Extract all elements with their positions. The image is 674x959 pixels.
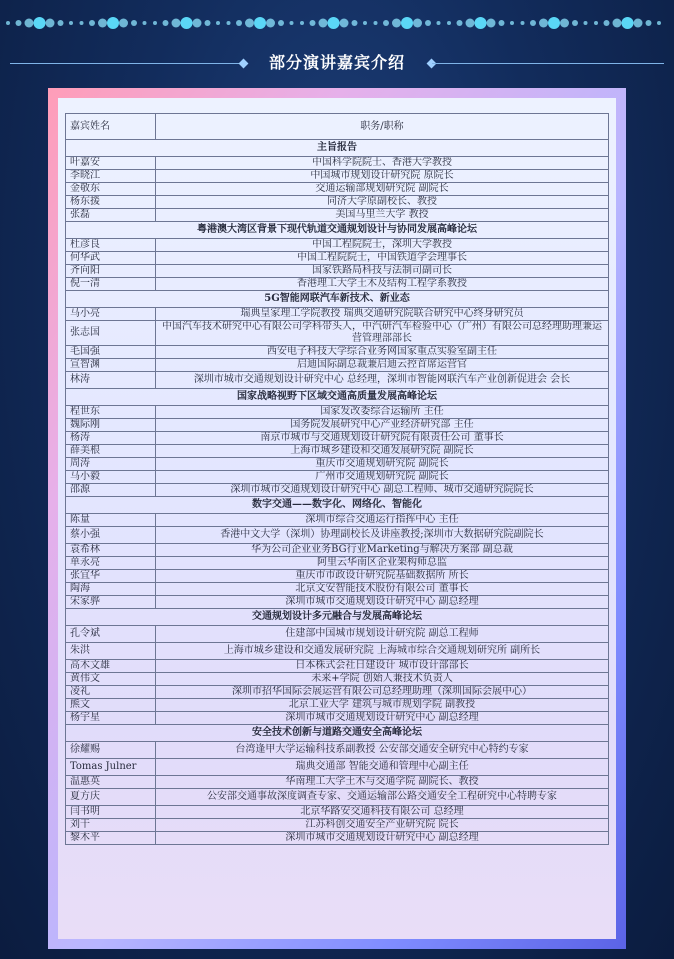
guest-name: 邵源	[66, 484, 156, 497]
content-frame	[48, 88, 626, 949]
guest-name: 张磊	[66, 209, 156, 222]
section-row	[66, 497, 609, 514]
decorative-dot	[499, 20, 505, 26]
guest-name: 林涛	[66, 372, 156, 389]
guest-name: 马小亮	[66, 308, 156, 321]
table-row	[66, 209, 609, 222]
decorative-dot	[530, 20, 536, 26]
decorative-dot	[363, 21, 367, 25]
decorative-dot	[437, 21, 441, 25]
guest-name: 高木文雄	[66, 660, 156, 673]
guest-name: 李晓江	[66, 170, 156, 183]
guest-name: 孔令斌	[66, 626, 156, 643]
table-row	[66, 583, 609, 596]
guest-role: 中国城市规划设计研究院 原院长	[156, 170, 609, 183]
decorative-dot-row	[0, 10, 674, 40]
guest-role: 江苏科创交通安全产业研究院 院长	[156, 819, 609, 832]
guest-name: 周涛	[66, 458, 156, 471]
table-row	[66, 557, 609, 570]
guest-name: 薛美根	[66, 445, 156, 458]
guest-name: 蔡小强	[66, 527, 156, 544]
table-row	[66, 346, 609, 359]
decorative-dot	[266, 19, 275, 28]
table-row	[66, 596, 609, 609]
table-row	[66, 544, 609, 557]
section-row	[66, 725, 609, 742]
decorative-dot	[374, 21, 378, 25]
guest-role: 美国马里兰大学 教授	[156, 209, 609, 222]
guest-name: 黎木平	[66, 832, 156, 845]
table-row	[66, 626, 609, 643]
table-row	[66, 484, 609, 497]
guest-name: 杨东援	[66, 196, 156, 209]
decorative-dot	[584, 21, 588, 25]
section-row	[66, 222, 609, 239]
guest-role: 瑞典交通部 智能交通和管理中心副主任	[156, 759, 609, 776]
header-divider-right	[432, 63, 664, 64]
guest-role: 上海市城乡建设和交通发展研究院 上海城市综合交通规划研究所 副所长	[156, 643, 609, 660]
decorative-dot	[340, 19, 349, 28]
table-row	[66, 183, 609, 196]
table-row	[66, 789, 609, 806]
guest-name: 杨宇星	[66, 712, 156, 725]
guest-role: 香港中文大学（深圳）协理副校长及讲座教授;深圳市大数据研究院副院长	[156, 527, 609, 544]
decorative-dot	[205, 20, 211, 26]
section-row	[66, 609, 609, 626]
decorative-dot	[425, 20, 431, 26]
table-row	[66, 432, 609, 445]
table-row	[66, 458, 609, 471]
table-row	[66, 265, 609, 278]
guest-role: 北京文安智能技术股份有限公司 董事长	[156, 583, 609, 596]
guest-role: 重庆市交通规划研究院 副院长	[156, 458, 609, 471]
guest-role: 国家铁路局科技与法制司副司长	[156, 265, 609, 278]
guest-role: 香港理工大学土木及结构工程学系教授	[156, 278, 609, 291]
table-row	[66, 527, 609, 544]
decorative-dot	[236, 20, 242, 26]
section-title: 5G智能网联汽车新技术、新业态	[66, 291, 609, 308]
guest-name: 熊文	[66, 699, 156, 712]
decorative-dot	[254, 17, 266, 29]
guest-name: 杨涛	[66, 432, 156, 445]
table-header-row	[66, 114, 609, 140]
decorative-dot	[193, 19, 202, 28]
guest-role: 深圳市城市交通规划设计研究中心 副总经理	[156, 832, 609, 845]
column-header-role: 职务/职称	[156, 114, 609, 140]
decorative-dot	[172, 19, 181, 28]
guest-name: 陈量	[66, 514, 156, 527]
guest-name: 闫书明	[66, 806, 156, 819]
column-header-name: 嘉宾姓名	[66, 114, 156, 140]
table-row	[66, 359, 609, 372]
table-row	[66, 660, 609, 673]
decorative-dot	[634, 19, 643, 28]
guest-role: 深圳市城市交通规划设计研究中心 副总经理	[156, 712, 609, 725]
decorative-dot	[107, 17, 119, 29]
guest-role: 北京工业大学 建筑与城市规划学院 副教授	[156, 699, 609, 712]
guest-name: 陶海	[66, 583, 156, 596]
guest-name: Tomas Julner	[66, 759, 156, 776]
decorative-dot	[143, 21, 147, 25]
decorative-dot	[58, 20, 64, 26]
guest-name: 朱洪	[66, 643, 156, 660]
guest-name: 叶嘉安	[66, 157, 156, 170]
table-row	[66, 406, 609, 419]
guest-role: 深圳市招华国际会展运营有限公司总经理助理（深圳国际会展中心）	[156, 686, 609, 699]
guest-role: 西安电子科技大学综合业务网国家重点实验室副主任	[156, 346, 609, 359]
decorative-dot	[383, 20, 389, 26]
guest-role: 中国汽车技术研究中心有限公司学科带头人，中汽研汽车检验中心（广州）有限公司总经理助理兼运营管理部部长	[156, 321, 609, 346]
table-row	[66, 419, 609, 432]
table-row	[66, 686, 609, 699]
section-row	[66, 140, 609, 157]
section-title: 主旨报告	[66, 140, 609, 157]
decorative-dot	[548, 17, 560, 29]
decorative-dot	[392, 19, 401, 28]
decorative-dot	[401, 17, 413, 29]
decorative-dot	[613, 19, 622, 28]
table-row	[66, 514, 609, 527]
decorative-dot	[80, 21, 84, 25]
table-row	[66, 196, 609, 209]
decorative-dot	[413, 19, 422, 28]
section-title: 数字交通——数字化、网络化、智能化	[66, 497, 609, 514]
guest-name: 魏际刚	[66, 419, 156, 432]
guest-name: 单永亮	[66, 557, 156, 570]
decorative-dot	[510, 21, 514, 25]
guest-role: 重庆市市政设计研究院基础数据所 所长	[156, 570, 609, 583]
table-row	[66, 278, 609, 291]
table-row	[66, 643, 609, 660]
decorative-dot	[278, 20, 284, 26]
section-title: 安全技术创新与道路交通安全高峰论坛	[66, 725, 609, 742]
guest-role: 未来+学院 创始人兼技术负责人	[156, 673, 609, 686]
decorative-dot	[560, 19, 569, 28]
guest-role: 瑞典皇家理工学院教授 瑞典交通研究院联合研究中心终身研究员	[156, 308, 609, 321]
guest-role: 公安部交通事故深度调查专家、交通运输部公路交通安全工程研究中心特聘专家	[156, 789, 609, 806]
decorative-dot	[657, 21, 661, 25]
decorative-dot	[98, 19, 107, 28]
guest-role: 上海市城乡建设和交通发展研究院 副院长	[156, 445, 609, 458]
table-row	[66, 570, 609, 583]
decorative-dot	[34, 17, 46, 29]
table-row	[66, 832, 609, 845]
decorative-dot	[69, 21, 73, 25]
guest-role: 中国工程院院士，深圳大学教授	[156, 239, 609, 252]
guest-role: 启迪国际副总裁兼启迪云控首席运营官	[156, 359, 609, 372]
guest-table-body	[66, 140, 609, 845]
guest-role: 阿里云华南区企业架构师总监	[156, 557, 609, 570]
table-row	[66, 712, 609, 725]
table-row	[66, 239, 609, 252]
table-row	[66, 471, 609, 484]
table-row	[66, 372, 609, 389]
guest-name: 杜彦良	[66, 239, 156, 252]
decorative-dot	[119, 19, 128, 28]
decorative-dot	[539, 19, 548, 28]
guest-name: 毛国强	[66, 346, 156, 359]
section-title: 国家战略视野下区域交通高质量发展高峰论坛	[66, 389, 609, 406]
guest-role: 交通运输部规划研究院 副院长	[156, 183, 609, 196]
guest-name: 温惠英	[66, 776, 156, 789]
guest-role: 深圳市城市交通规划设计研究中心 副总工程师、城市交通研究院院长	[156, 484, 609, 497]
decorative-dot	[89, 20, 95, 26]
decorative-dot	[300, 21, 304, 25]
table-row	[66, 673, 609, 686]
decorative-dot	[163, 20, 169, 26]
decorative-dot	[572, 20, 578, 26]
guest-name: 夏方庆	[66, 789, 156, 806]
decorative-dot	[319, 19, 328, 28]
table-row	[66, 819, 609, 832]
table-row	[66, 157, 609, 170]
table-row	[66, 776, 609, 789]
decorative-dot	[521, 21, 525, 25]
content-panel	[58, 98, 616, 939]
guest-role: 住建部中国城市规划设计研究院 副总工程师	[156, 626, 609, 643]
decorative-dot	[131, 20, 137, 26]
decorative-dot	[153, 21, 157, 25]
guest-name: 齐向阳	[66, 265, 156, 278]
guest-role: 深圳市城市交通规划设计研究中心 总经理，深圳市智能网联汽车产业创新促进会 会长	[156, 372, 609, 389]
guest-name: 程世东	[66, 406, 156, 419]
guest-role: 台湾逢甲大学运输科技系副教授 公安部交通安全研究中心特约专家	[156, 742, 609, 759]
decorative-dot	[245, 19, 254, 28]
section-title: 交通规划设计多元融合与发展高峰论坛	[66, 609, 609, 626]
table-row	[66, 252, 609, 265]
table-row	[66, 742, 609, 759]
guest-role: 国家发改委综合运输所 主任	[156, 406, 609, 419]
guest-role: 深圳市综合交通运行指挥中心 主任	[156, 514, 609, 527]
guest-name: 金敬东	[66, 183, 156, 196]
decorative-dot	[25, 19, 34, 28]
table-row	[66, 308, 609, 321]
guest-name: 宣智渊	[66, 359, 156, 372]
table-row	[66, 321, 609, 346]
guest-role: 日本株式会社日建设计 城市设计部部长	[156, 660, 609, 673]
decorative-dot	[622, 17, 634, 29]
decorative-dot	[646, 20, 652, 26]
guest-role: 华南理工大学土木与交通学院 副院长、教授	[156, 776, 609, 789]
decorative-dot	[216, 21, 220, 25]
page-title: 部分演讲嘉宾介绍	[268, 53, 405, 72]
guest-role: 北京华路安交通科技有限公司 总经理	[156, 806, 609, 819]
guest-name: 凌礼	[66, 686, 156, 699]
decorative-dot	[604, 20, 610, 26]
decorative-dot	[487, 19, 496, 28]
guest-name: 宋家骅	[66, 596, 156, 609]
guest-name: 何华武	[66, 252, 156, 265]
guest-name: 张宜华	[66, 570, 156, 583]
table-row	[66, 699, 609, 712]
guest-role: 中国科学院院士、香港大学教授	[156, 157, 609, 170]
decorative-dot	[227, 21, 231, 25]
guest-name: 袁希林	[66, 544, 156, 557]
decorative-dot	[310, 20, 316, 26]
section-header	[0, 48, 674, 78]
section-title: 粤港澳大湾区背景下现代轨道交通规划设计与协同发展高峰论坛	[66, 222, 609, 239]
decorative-dot	[475, 17, 487, 29]
guest-role: 广州市交通规划研究院 副院长	[156, 471, 609, 484]
section-row	[66, 389, 609, 406]
decorative-dot	[466, 19, 475, 28]
decorative-dot	[181, 17, 193, 29]
guest-role: 中国工程院院士，中国铁道学会理事长	[156, 252, 609, 265]
table-row	[66, 170, 609, 183]
guest-role: 国务院发展研究中心产业经济研究部 主任	[156, 419, 609, 432]
decorative-dot	[46, 19, 55, 28]
guest-role: 深圳市城市交通规划设计研究中心 副总经理	[156, 596, 609, 609]
guest-role: 同济大学原副校长、教授	[156, 196, 609, 209]
guest-name: 马小毅	[66, 471, 156, 484]
guest-name: 刘干	[66, 819, 156, 832]
section-row	[66, 291, 609, 308]
table-row	[66, 806, 609, 819]
guest-name: 黄伟文	[66, 673, 156, 686]
table-row	[66, 759, 609, 776]
guest-name: 倪一清	[66, 278, 156, 291]
decorative-dot	[290, 21, 294, 25]
guest-role: 华为公司企业业务BG行业Marketing与解决方案部 副总裁	[156, 544, 609, 557]
guest-table	[65, 113, 609, 845]
decorative-dot	[447, 21, 451, 25]
decorative-dot	[457, 20, 463, 26]
table-row	[66, 445, 609, 458]
decorative-dot	[594, 21, 598, 25]
guest-name: 徐耀赐	[66, 742, 156, 759]
guest-name: 张志国	[66, 321, 156, 346]
guest-role: 南京市城市与交通规划设计研究院有限责任公司 董事长	[156, 432, 609, 445]
decorative-dot	[6, 21, 10, 25]
decorative-dot	[328, 17, 340, 29]
decorative-dot	[352, 20, 358, 26]
decorative-dot	[16, 20, 22, 26]
